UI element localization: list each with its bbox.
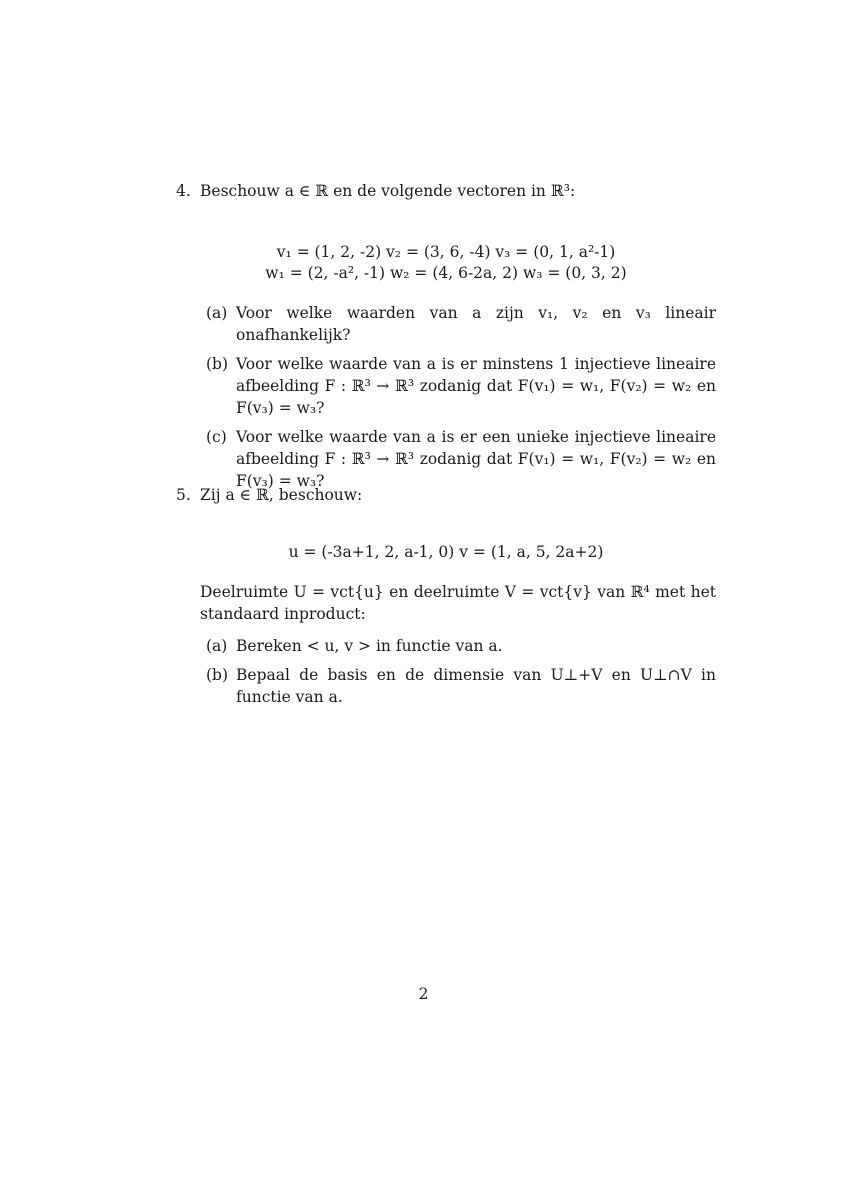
equation-line: w₁ = (2, -a², -1) w₂ = (4, 6-2a, 2) w₃ = (0, 3, 2) [265, 264, 627, 282]
problem-number: 4. [176, 182, 191, 200]
problem-4 [176, 180, 716, 499]
equation-line: v₁ = (1, 2, -2) v₂ = (3, 6, -4) v₃ = (0, 1, a²-1) [276, 243, 616, 261]
sub-question-a: (a) Voor welke waarden van a zijn v₁, v₂ en v₃ lineair onafhankelijk? [206, 304, 716, 344]
problem-5-intro: 5. Zij a ∈ ℝ, beschouw: [176, 486, 363, 504]
sub-question-list [176, 635, 716, 708]
problem-4-intro: 4. Beschouw a ∈ ℝ en de volgende vectoren in ℝ³: [176, 182, 576, 200]
problem-5-paragraph: Deelruimte U = vct{u} en deelruimte V = vct{v} van ℝ⁴ met het standaard inproduct: [200, 583, 716, 623]
problem-number: 5. [176, 486, 191, 504]
sub-question-b: (b) Bepaal de basis en de dimensie van U⊥+V en U⊥∩V in functie van a. [206, 666, 716, 706]
sub-question-c: (c) Voor welke waarde van a is er een unieke injectieve lineaire afbeelding F : ℝ³ → ℝ³ zodanig dat F(v₁) = w₁, F(v₂) = w₂ en F(v₃) = w₃? [206, 428, 716, 490]
page-number: 2 [418, 985, 429, 1003]
sub-question-a: (a) Bereken < u, v > in functie van a. [206, 637, 503, 655]
equation-line: u = (-3a+1, 2, a-1, 0) v = (1, a, 5, 2a+2) [288, 543, 604, 561]
sub-question-list [176, 302, 716, 492]
problem-5 [176, 484, 716, 715]
sub-question-b: (b) Voor welke waarde van a is er minstens 1 injectieve lineaire afbeelding F : ℝ³ → ℝ³ zodanig dat F(v₁) = w₁, F(v₂) = w₂ en F(v₃) = w₃? [206, 355, 716, 417]
